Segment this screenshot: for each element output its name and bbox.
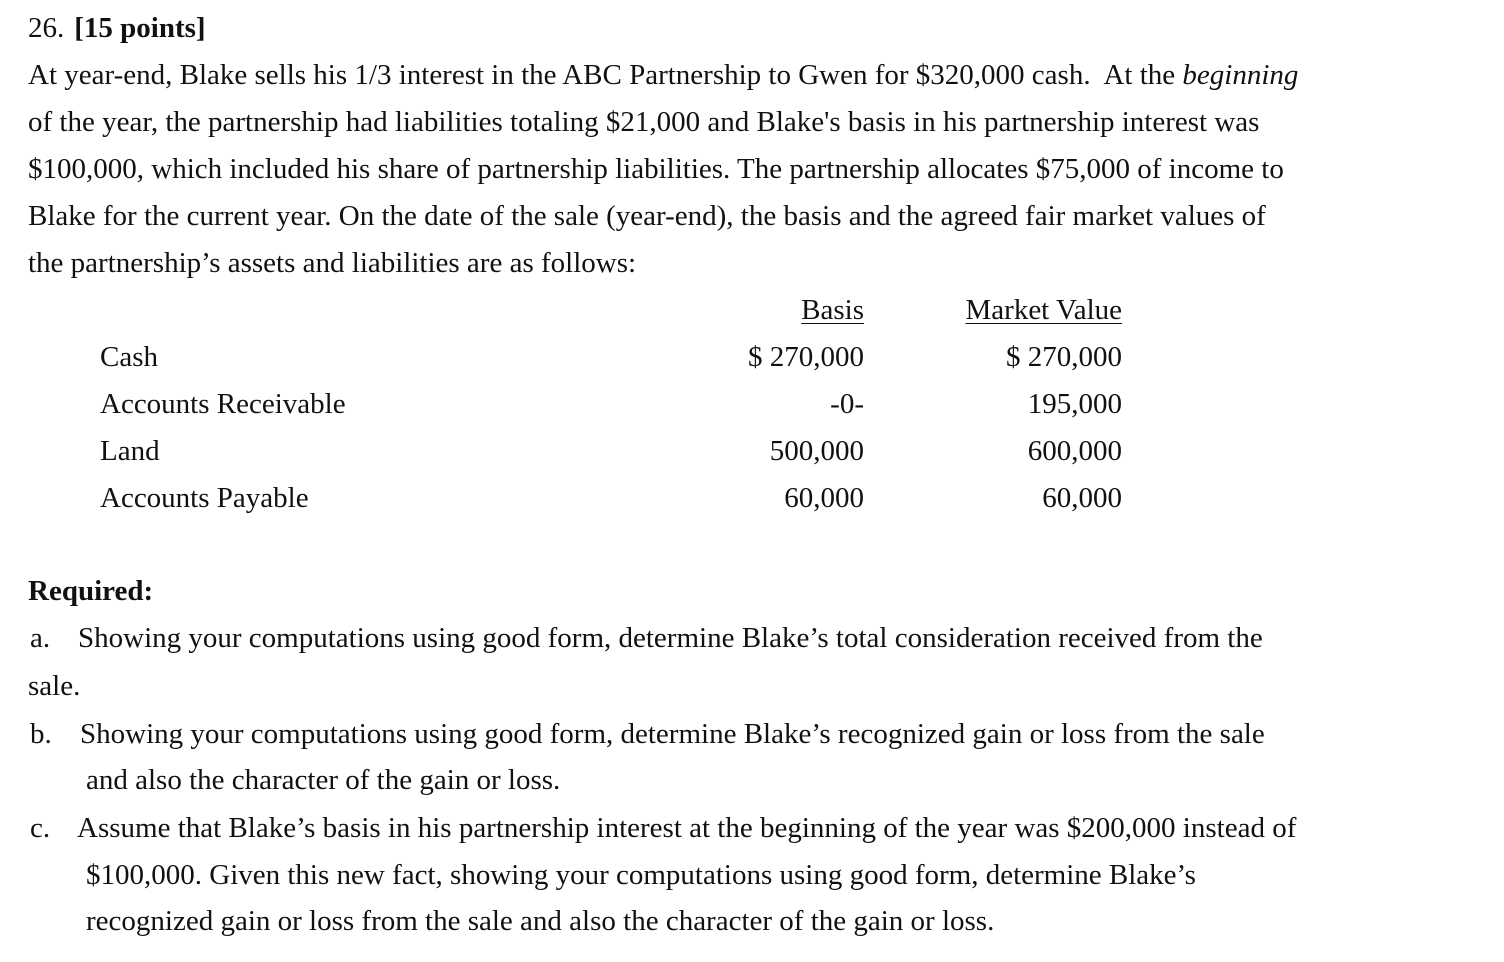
required-heading: Required: — [28, 575, 154, 607]
intro-line-4: Blake for the current year. On the date of the sale (year-end), the basis and the agreed fair market values of — [28, 200, 1266, 232]
row-ap-basis: 60,000 — [784, 482, 864, 514]
row-ap-market-value: 60,000 — [1042, 482, 1122, 514]
intro-line-3: $100,000, which included his share of partnership liabilities. The partnership allocates $75,000 of income to — [28, 153, 1284, 185]
item-b-letter: b. — [30, 718, 52, 750]
row-cash-market-value: $ 270,000 — [1006, 341, 1122, 373]
item-c-line-2: $100,000. Given this new fact, showing your computations using good form, determine Blake’s — [86, 859, 1196, 891]
intro-line-1 — [28, 52, 1298, 99]
item-a-letter: a. — [30, 622, 51, 654]
row-cash-label: Cash — [100, 341, 158, 373]
item-a-line-1: Showing your computations using good form, determine Blake’s total consideration received from the — [78, 622, 1263, 654]
intro-line-1-text: At year-end, Blake sells his 1/3 interest in the ABC Partnership to Gwen for $320,000 cash. At the — [28, 59, 1183, 91]
question-points: [15 points] — [74, 12, 206, 44]
item-c-line-3: recognized gain or loss from the sale and also the character of the gain or loss. — [86, 905, 995, 937]
item-a-line-2: sale. — [28, 670, 81, 702]
intro-emphasis: beginning — [1182, 59, 1299, 91]
item-b-line-1: Showing your computations using good form, determine Blake’s recognized gain or loss from the sale — [80, 718, 1265, 750]
row-land-label: Land — [100, 435, 160, 467]
row-cash-basis: $ 270,000 — [748, 341, 864, 373]
row-ar-label: Accounts Receivable — [100, 388, 346, 420]
row-land-basis: 500,000 — [769, 435, 864, 467]
item-b-line-2: and also the character of the gain or loss. — [86, 764, 561, 796]
header-market-value: Market Value — [965, 294, 1122, 326]
intro-line-5: the partnership’s assets and liabilities are as follows: — [28, 247, 637, 279]
row-ar-market-value: 195,000 — [1027, 388, 1122, 420]
row-land-market-value: 600,000 — [1027, 435, 1122, 467]
header-basis: Basis — [801, 294, 864, 326]
row-ap-label: Accounts Payable — [100, 482, 309, 514]
intro-line-2: of the year, the partnership had liabilities totaling $21,000 and Blake's basis in his partnership interest was — [28, 106, 1260, 138]
item-c-letter: c. — [30, 812, 51, 844]
question-header — [28, 5, 206, 52]
row-ar-basis: -0- — [830, 388, 864, 420]
item-c-line-1: Assume that Blake’s basis in his partnership interest at the beginning of the year was $200,000 instead of — [77, 812, 1297, 844]
question-number: 26. — [28, 12, 65, 44]
